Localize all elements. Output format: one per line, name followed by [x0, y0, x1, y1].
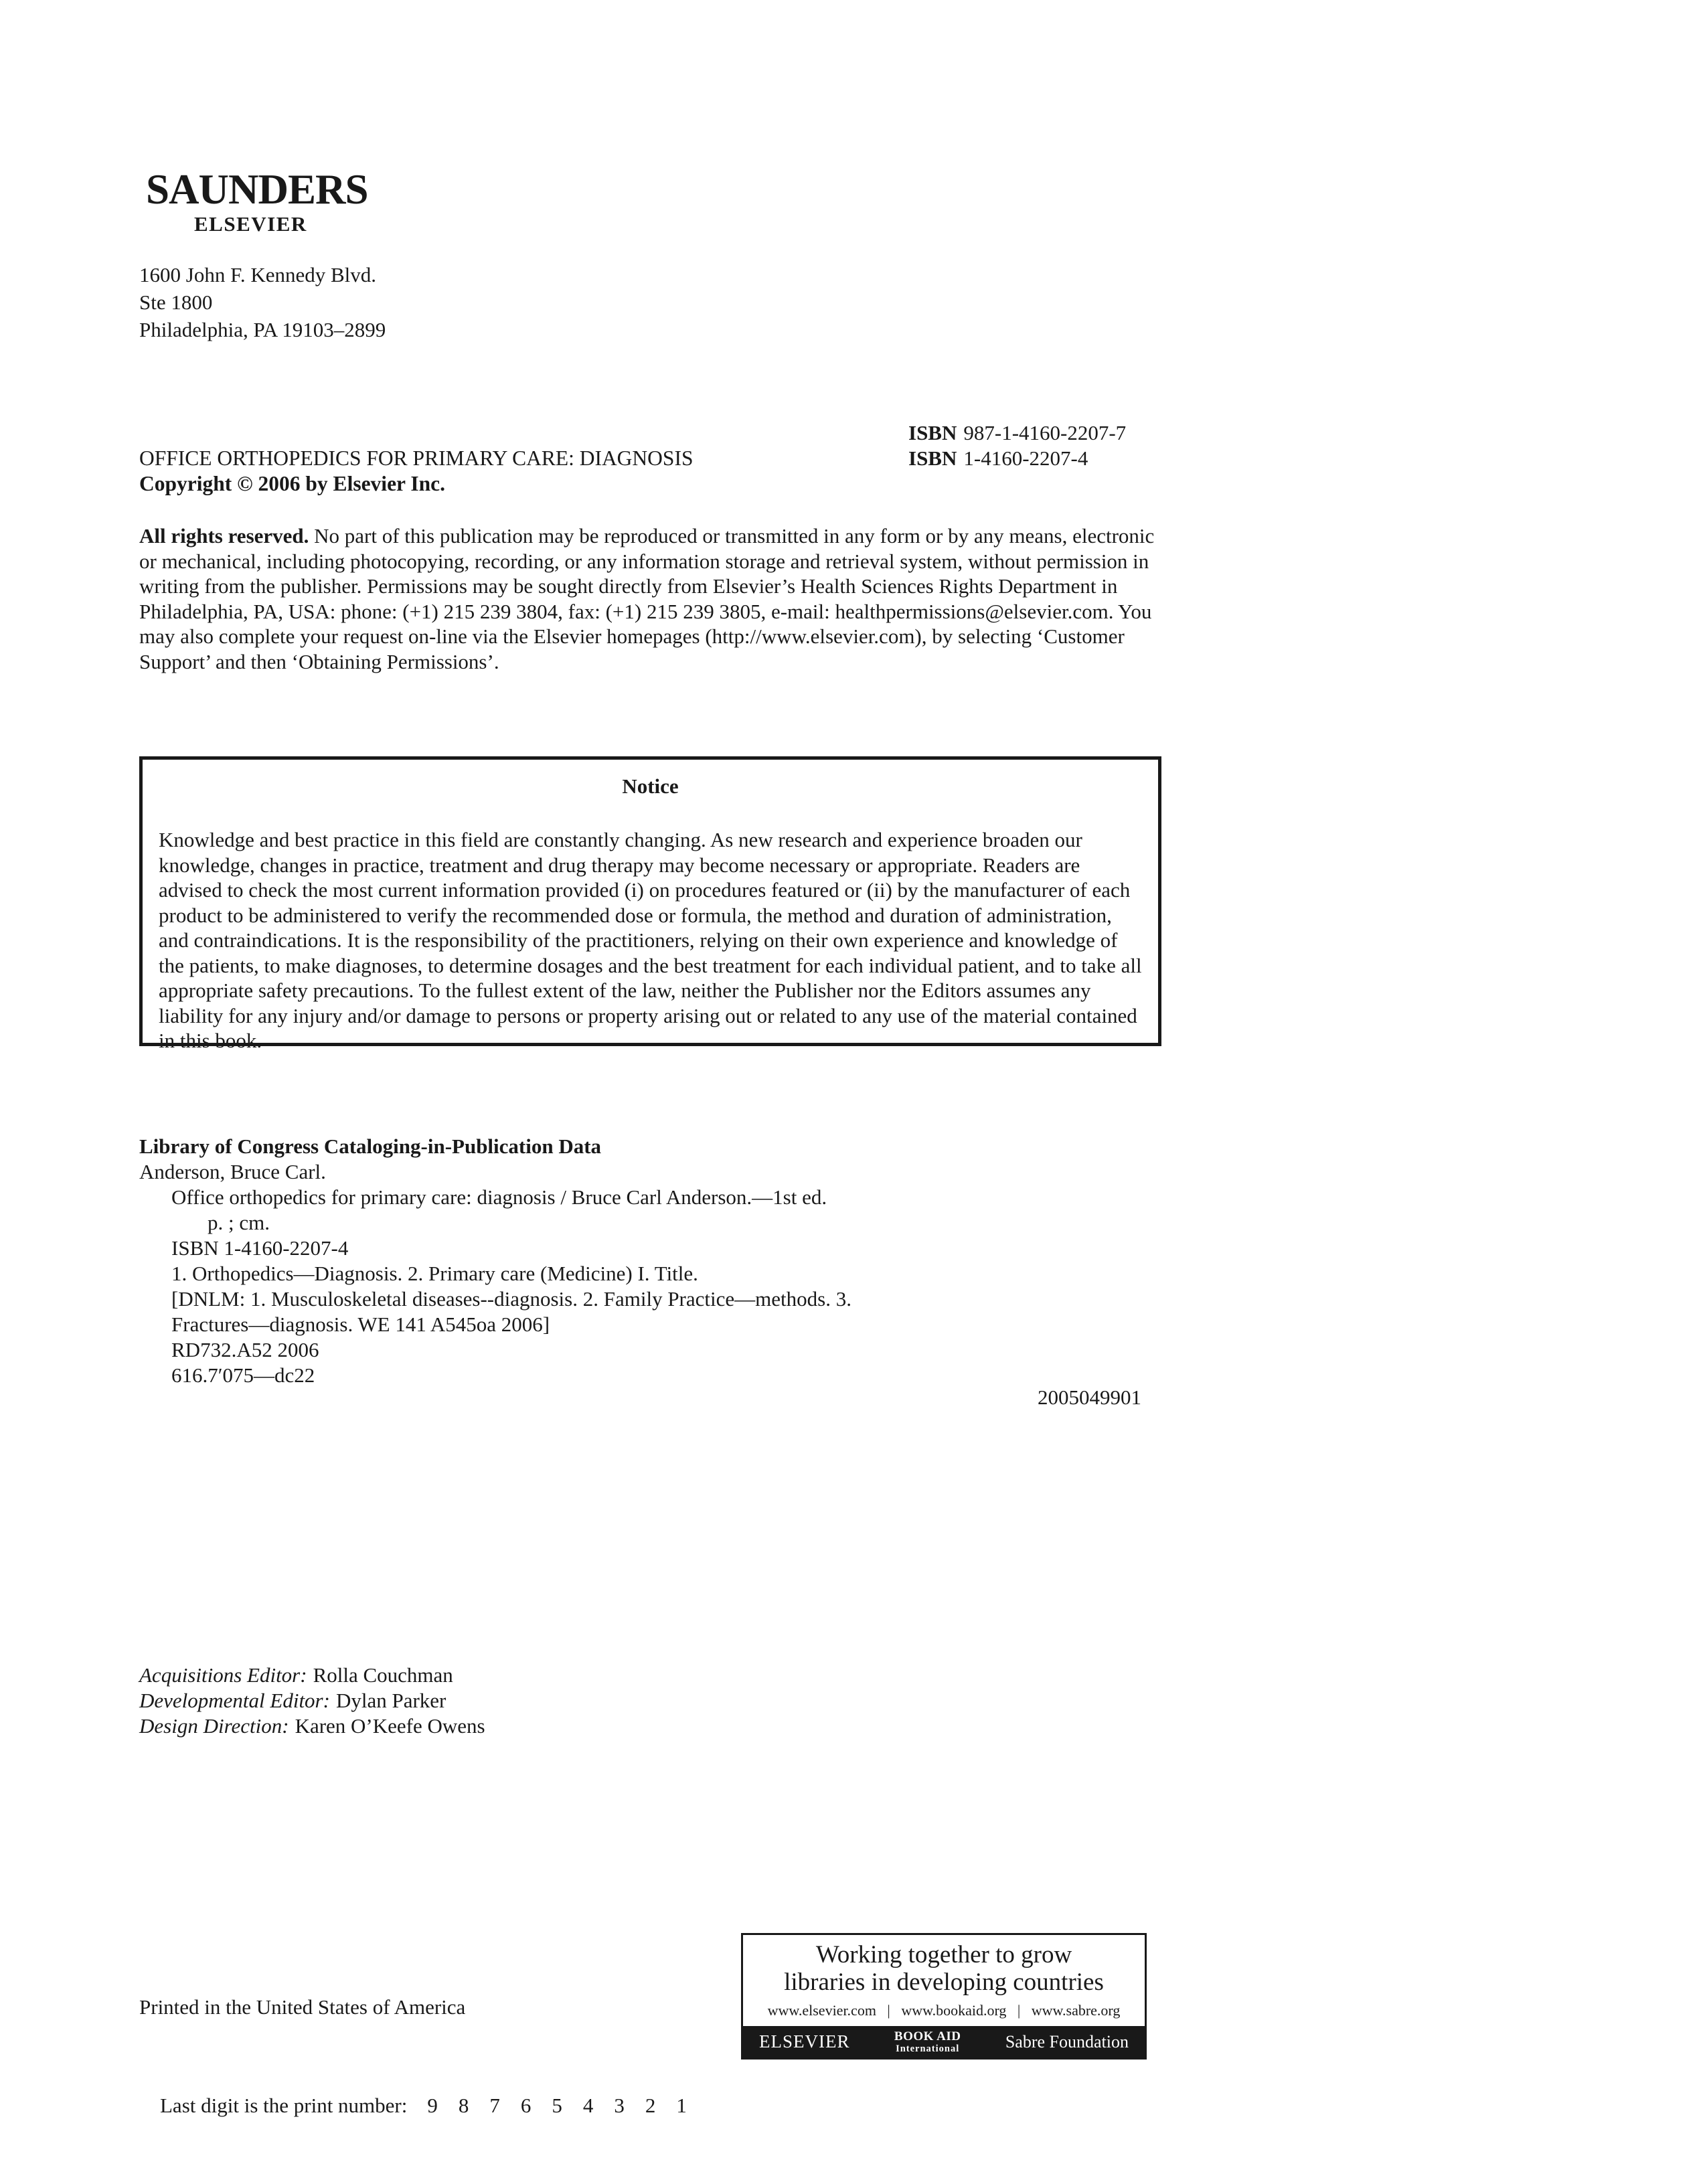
credit-name: Rolla Couchman	[313, 1663, 453, 1687]
publisher-logo-subtitle: ELSEVIER	[194, 212, 307, 236]
loc-control-number: 2005049901	[1038, 1385, 1141, 1409]
cataloging-line: Anderson, Bruce Carl.	[139, 1160, 326, 1183]
print-number-label: Last digit is the print number:	[160, 2094, 408, 2117]
banner-slogan-line2: libraries in developing countries	[784, 1968, 1104, 1996]
publisher-logo-title: SAUNDERS	[146, 166, 368, 213]
printed-in-line: Printed in the United States of America	[139, 1995, 466, 2019]
book-title: OFFICE ORTHOPEDICS FOR PRIMARY CARE: DIAGNOSIS	[139, 446, 694, 470]
isbn-line-2	[908, 446, 1126, 471]
title-block	[139, 446, 693, 497]
credit-line	[139, 1713, 485, 1739]
credits-block	[139, 1663, 485, 1739]
credit-role: Acquisitions Editor:	[139, 1663, 307, 1687]
isbn-line-1	[908, 420, 1126, 446]
credit-name: Dylan Parker	[335, 1689, 446, 1712]
cataloging-line: 616.7′075—dc22	[171, 1363, 315, 1387]
notice-title: Notice	[622, 774, 679, 798]
credit-role: Developmental Editor:	[139, 1689, 330, 1712]
publisher-address	[139, 261, 386, 343]
print-number-line	[139, 2070, 687, 2142]
cataloging-line: RD732.A52 2006	[171, 1338, 319, 1361]
notice-body: Knowledge and best practice in this field are constantly changing. As new research and experience broaden our knowledge, changes in practice, treatment and drug therapy may become necessary or appropriate. Readers are advised to check the most current information provided (i) on procedures featured or (ii) by the manufacturer of each product to be administered to verify the recommended dose or formula, the method and duration of administration, and contraindications. It is the responsibility of the practitioners, relying on their own experience and knowledge of the patients, to make diagnoses, to determine dosages and the best treatment for each individual patient, and to take all appropriate safety precautions. To the fullest extent of the law, neither the Publisher nor the Editors assumes any liability for any injury and/or damage to persons or property arising out or related to any use of the material contained in this book.	[159, 828, 1142, 1052]
isbn-value: 1-4160-2207-4	[963, 446, 1088, 470]
banner-urls: www.elsevier.com | www.bookaid.org | www.sabre.org	[767, 2002, 1121, 2019]
credit-line	[139, 1663, 485, 1688]
cataloging-block	[139, 1134, 851, 1388]
cataloging-line: 1. Orthopedics—Diagnosis. 2. Primary care (Medicine) I. Title.	[171, 1262, 698, 1285]
cataloging-line: Office orthopedics for primary care: diagnosis / Bruce Carl Anderson.—1st ed.	[171, 1185, 827, 1209]
bookaid-logo-top: BOOK AID	[894, 2029, 961, 2043]
print-number-digits: 9 8 7 6 5 4 3 2 1	[427, 2094, 687, 2117]
credit-name: Karen O’Keefe Owens	[295, 1714, 485, 1738]
bookaid-logo-bottom: International	[896, 2043, 960, 2054]
copyright-line: Copyright © 2006 by Elsevier Inc.	[139, 472, 445, 495]
cataloging-line: Fractures—diagnosis. WE 141 A545oa 2006]	[171, 1313, 550, 1336]
sabre-foundation-logo: Sabre Foundation	[1005, 2031, 1129, 2051]
rights-lead: All rights reserved.	[139, 524, 309, 548]
bookaid-logo	[894, 2030, 961, 2054]
credit-line	[139, 1688, 485, 1713]
banner-logo-bar	[743, 2026, 1145, 2057]
publisher-logo	[146, 166, 368, 236]
cataloging-heading: Library of Congress Cataloging-in-Publication Data	[139, 1135, 602, 1158]
elsevier-logo: ELSEVIER	[759, 2031, 850, 2051]
cataloging-line: p. ; cm.	[208, 1211, 270, 1234]
address-line: 1600 John F. Kennedy Blvd.	[139, 263, 377, 286]
cataloging-line: ISBN 1-4160-2207-4	[171, 1236, 349, 1260]
banner-slogan-line1: Working together to grow	[815, 1941, 1072, 1968]
address-line: Ste 1800	[139, 290, 213, 314]
credit-role: Design Direction:	[139, 1714, 289, 1738]
address-line: Philadelphia, PA 19103–2899	[139, 318, 386, 341]
isbn-label: ISBN	[908, 421, 957, 444]
isbn-block	[908, 420, 1126, 471]
rights-paragraph	[139, 523, 1162, 674]
isbn-label: ISBN	[908, 446, 957, 470]
rights-body: No part of this publication may be reproduced or transmitted in any form or by any means, electronic or mechanical, including photocopying, recording, or any information storage and retrieval system, without permission in writing from the publisher. Permissions may be sought directly from Elsevier’s Health Sciences Rights Department in Philadelphia, PA, USA: phone: (+1) 215 239 3804, fax: (+1) 215 239 3805, e-mail: healthpermissions@elsevier.com. You may also complete your request on-line via the Elsevier homepages (http://www.elsevier.com), by selecting ‘Customer Support’ and then ‘Obtaining Permissions’.	[139, 524, 1155, 673]
notice-box	[139, 756, 1161, 1052]
bookaid-banner	[741, 1933, 1147, 2060]
isbn-value: 987-1-4160-2207-7	[963, 421, 1127, 444]
cataloging-line: [DNLM: 1. Musculoskeletal diseases--diagnosis. 2. Family Practice—methods. 3.	[171, 1287, 851, 1311]
